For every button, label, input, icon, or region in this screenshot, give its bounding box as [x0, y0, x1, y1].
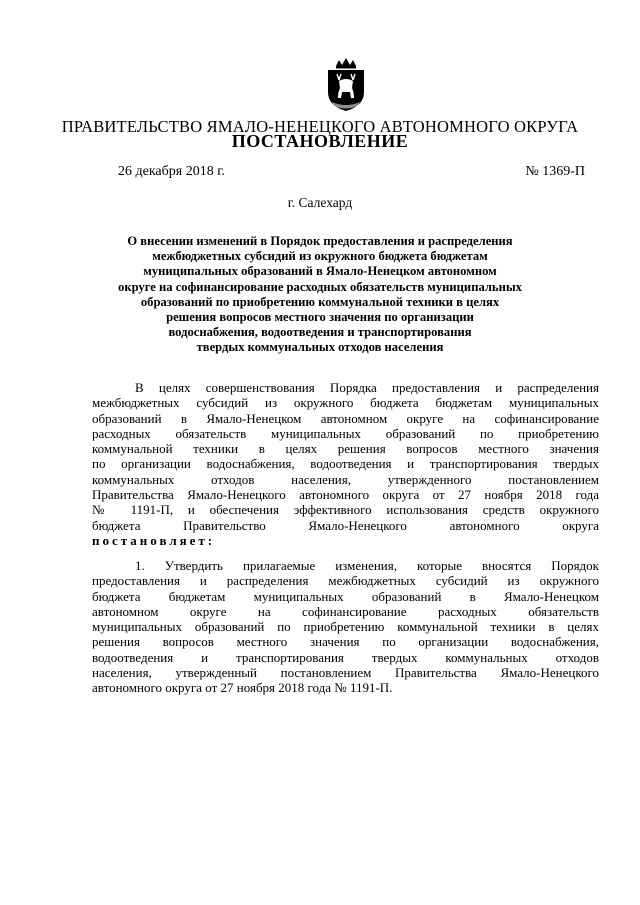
title-line: округе на софинансирование расходных обязательств муниципальных [118, 279, 522, 294]
preamble-line: Правительства Ямало-Ненецкого автономного округа от 27 ноября 2018 года [92, 487, 599, 503]
item-line: 1. Утвердить прилагаемые изменения, которые вносятся Порядок [135, 558, 599, 573]
document-city: г. Салехард [287, 195, 353, 210]
title-line: решения вопросов местного значения по организации [166, 310, 474, 325]
document-date: 26 декабря 2018 г. [118, 164, 225, 179]
title-line: О внесении изменений в Порядок предоставления и распределения [127, 234, 513, 248]
preamble-line: В целях совершенствования Порядка предоставления и распределения [135, 380, 599, 395]
item-line: решения вопросов местного значения по организации водоснабжения, [92, 634, 599, 650]
title-line: межбюджетных субсидий из окружного бюджета бюджетам [152, 249, 488, 264]
preamble-line: бюджета Правительство Ямало-Ненецкого автономного округа [92, 517, 599, 533]
item-line: автономного округа от 27 ноября 2018 года № 1191-П. [92, 680, 393, 696]
preamble-line: межбюджетных субсидий из окружного бюджета бюджетам муниципальных [92, 395, 599, 411]
preamble-line: коммунальных отходов населения, утвержденного постановлением [92, 471, 599, 487]
decree-word: постановляет: [92, 532, 216, 548]
preamble-line: № 1191-П, и обеспечения эффективного использования средств окружного [92, 502, 599, 518]
preamble-line: по организации водоснабжения, водоотведения и транспортирования твердых [92, 456, 599, 472]
title-line: водоснабжения, водоотведения и транспортирования [168, 325, 472, 340]
title-line: образований по приобретению коммунальной техники в целях [140, 294, 500, 309]
preamble-line: коммунальной техники в целях решения вопросов местного значения [92, 441, 599, 457]
item-line: муниципальных образований по приобретению коммунальной техники в целях [92, 619, 599, 635]
coat-of-arms-emblem-icon [324, 58, 368, 112]
preamble-paragraph [92, 380, 599, 548]
preamble-line: образований в Ямало-Ненецком автономном округе на софинансирование [92, 410, 599, 426]
item-line: предоставления и распределения межбюджетных субсидий из окружного [92, 573, 599, 589]
title-line: муниципальных образований в Ямало-Ненецком автономном [143, 264, 497, 279]
item-line: автономном округе на софинансирование расходных обязательств [92, 603, 599, 619]
title-line: твердых коммунальных отходов населения [196, 340, 444, 355]
item-line: бюджета бюджетам муниципальных образований в Ямало-Ненецком [92, 588, 599, 604]
document-number: № 1369-П [525, 164, 585, 179]
item-line: населения, утвержденный постановлением Правительства Ямало-Ненецкого [92, 665, 599, 681]
item-1-paragraph [92, 558, 599, 696]
document-subject-title [95, 234, 545, 356]
preamble-line: расходных обязательств муниципальных образований по приобретению [92, 425, 599, 441]
document-type-title: ПОСТАНОВЛЕНИЕ [231, 131, 409, 151]
item-line: водоотведения и транспортирования твердых коммунальных отходов [92, 649, 599, 665]
government-name: ПРАВИТЕЛЬСТВО ЯМАЛО-НЕНЕЦКОГО АВТОНОМНОГО ОКРУГА [61, 117, 579, 136]
